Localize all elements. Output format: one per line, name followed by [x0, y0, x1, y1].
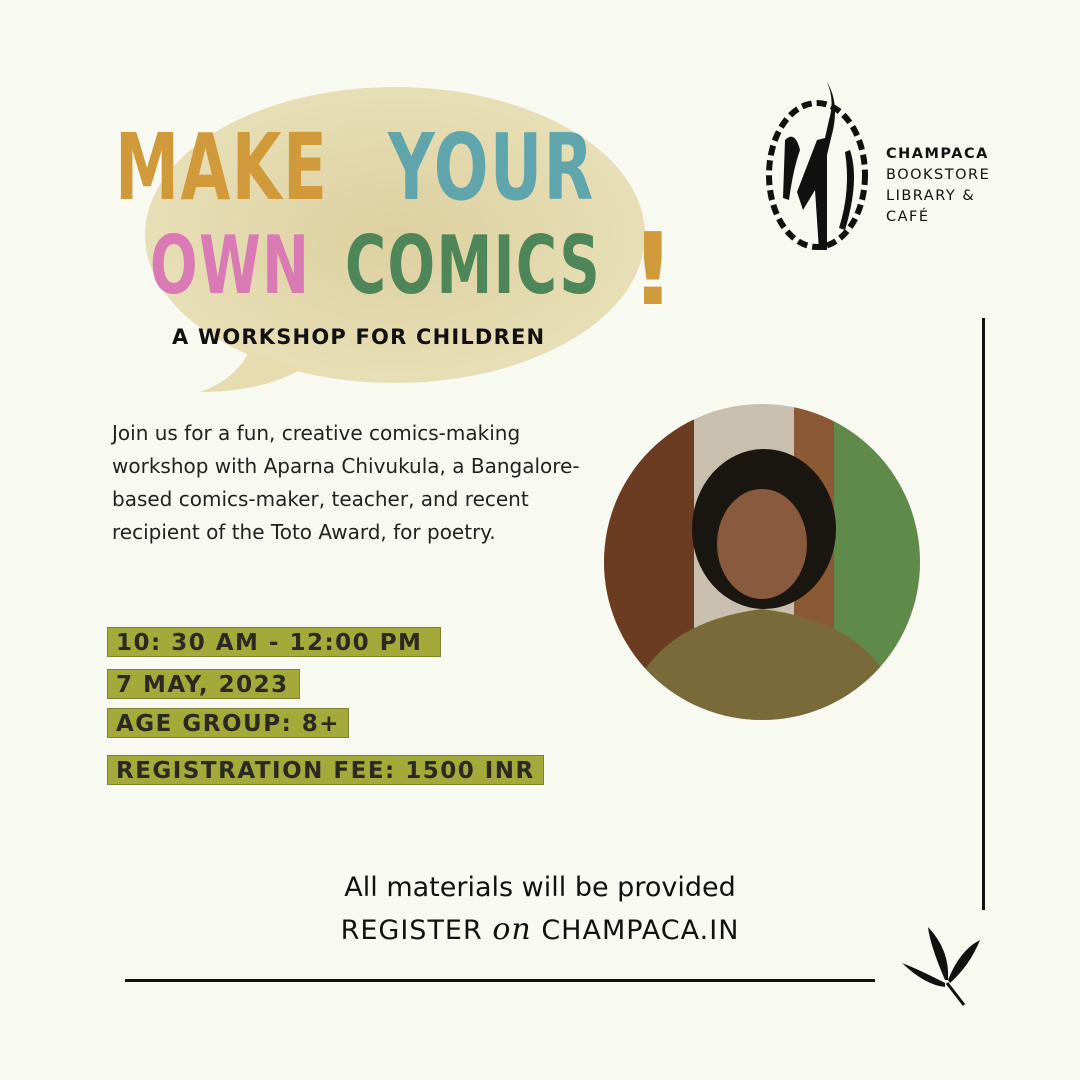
logo-name: CHAMPACA	[886, 146, 989, 162]
logo-line: LIBRARY &	[886, 188, 976, 204]
date-badge: 7 MAY, 2023	[107, 669, 300, 699]
divider-horizontal	[125, 979, 875, 982]
logo-line: CAFÉ	[886, 209, 930, 225]
materials-note: All materials will be provided	[344, 872, 736, 903]
register-label: REGISTER	[340, 915, 483, 946]
title-make: MAKE	[115, 114, 329, 221]
speech-bubble	[0, 0, 700, 420]
register-website[interactable]: CHAMPACA.IN	[541, 915, 740, 946]
title-your: YOUR	[388, 114, 595, 221]
fee-badge: REGISTRATION FEE: 1500 INR	[107, 755, 544, 785]
champaca-deer-logo-icon	[765, 80, 875, 258]
description: Join us for a fun, creative comics-making workshop with Aparna Chivukula, a Bangalore-based comics-maker, teacher, and recent recipient of the Toto Award, for poetry.	[112, 421, 580, 544]
title-exclamation: !	[630, 211, 678, 328]
title-comics: COMICS	[345, 219, 602, 312]
age-badge: AGE GROUP: 8+	[107, 708, 349, 738]
time-badge: 10: 30 AM - 12:00 PM	[107, 627, 441, 657]
register-on: on	[492, 912, 532, 947]
champaca-flower-icon	[900, 925, 985, 1010]
logo-text	[886, 144, 990, 228]
subtitle: A WORKSHOP FOR CHILDREN	[172, 325, 546, 349]
title-own: OWN	[150, 219, 311, 312]
logo-line: BOOKSTORE	[886, 167, 991, 183]
speaker-photo	[604, 404, 920, 720]
register-line	[240, 912, 840, 947]
divider-vertical	[982, 318, 985, 910]
